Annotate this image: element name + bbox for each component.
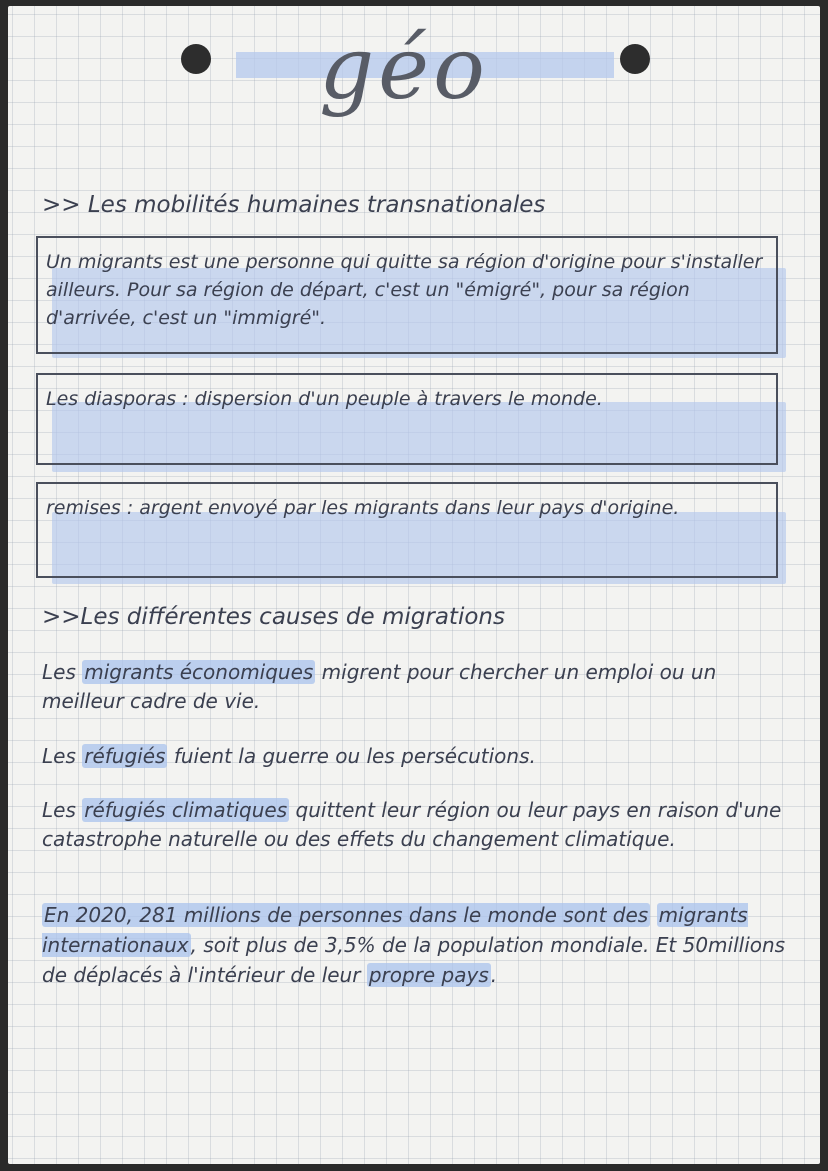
term-highlight: propre pays bbox=[368, 963, 489, 987]
cause-economic bbox=[42, 658, 782, 716]
cause-prefix: Les bbox=[42, 744, 83, 768]
cause-refugees bbox=[42, 742, 782, 771]
notebook-page bbox=[8, 6, 820, 1164]
cause-text: migrent pour chercher un emploi ou un meilleur cadre de vie. bbox=[42, 660, 717, 713]
page-title: géo bbox=[319, 19, 489, 119]
term-highlight: réfugiés climatiques bbox=[84, 798, 288, 822]
stats-text: . bbox=[490, 963, 498, 987]
cause-text: quittent leur région ou leur pays en raison d'une catastrophe naturelle ou des effets du changement climatique. bbox=[42, 798, 782, 851]
punch-hole-left bbox=[181, 44, 211, 74]
term-highlight: réfugiés bbox=[84, 744, 166, 768]
cause-prefix: Les bbox=[42, 660, 83, 684]
section-heading-mobilities: >> Les mobilités humaines transnationales bbox=[42, 192, 546, 218]
cause-text: fuient la guerre ou les persécutions. bbox=[167, 744, 536, 768]
term-highlight: migrants économiques bbox=[84, 660, 314, 684]
section-heading-causes: >>Les différentes causes de migrations bbox=[42, 604, 505, 630]
cause-climate-refugees bbox=[42, 796, 802, 854]
definition-remises: remises : argent envoyé par les migrants dans leur pays d'origine. bbox=[36, 482, 778, 578]
term-highlight: migrants internationaux bbox=[42, 903, 748, 957]
definition-diasporas: Les diasporas : dispersion d'un peuple à travers le monde. bbox=[36, 373, 778, 465]
punch-hole-right bbox=[620, 44, 650, 74]
statistics-paragraph bbox=[42, 900, 802, 990]
stats-text: , soit plus de 3,5% de la population mondiale. Et 50millions de déplacés à l'intérieur de leur bbox=[42, 933, 786, 987]
definition-migrant: Un migrants est une personne qui quitte sa région d'origine pour s'installer ailleurs. Pour sa région de départ, c'est un "émigré", pour sa région d'arrivée, c'est un "immigré". bbox=[36, 236, 778, 354]
cause-prefix: Les bbox=[42, 798, 83, 822]
stats-text: En 2020, 281 millions de personnes dans le monde sont des bbox=[44, 903, 649, 927]
